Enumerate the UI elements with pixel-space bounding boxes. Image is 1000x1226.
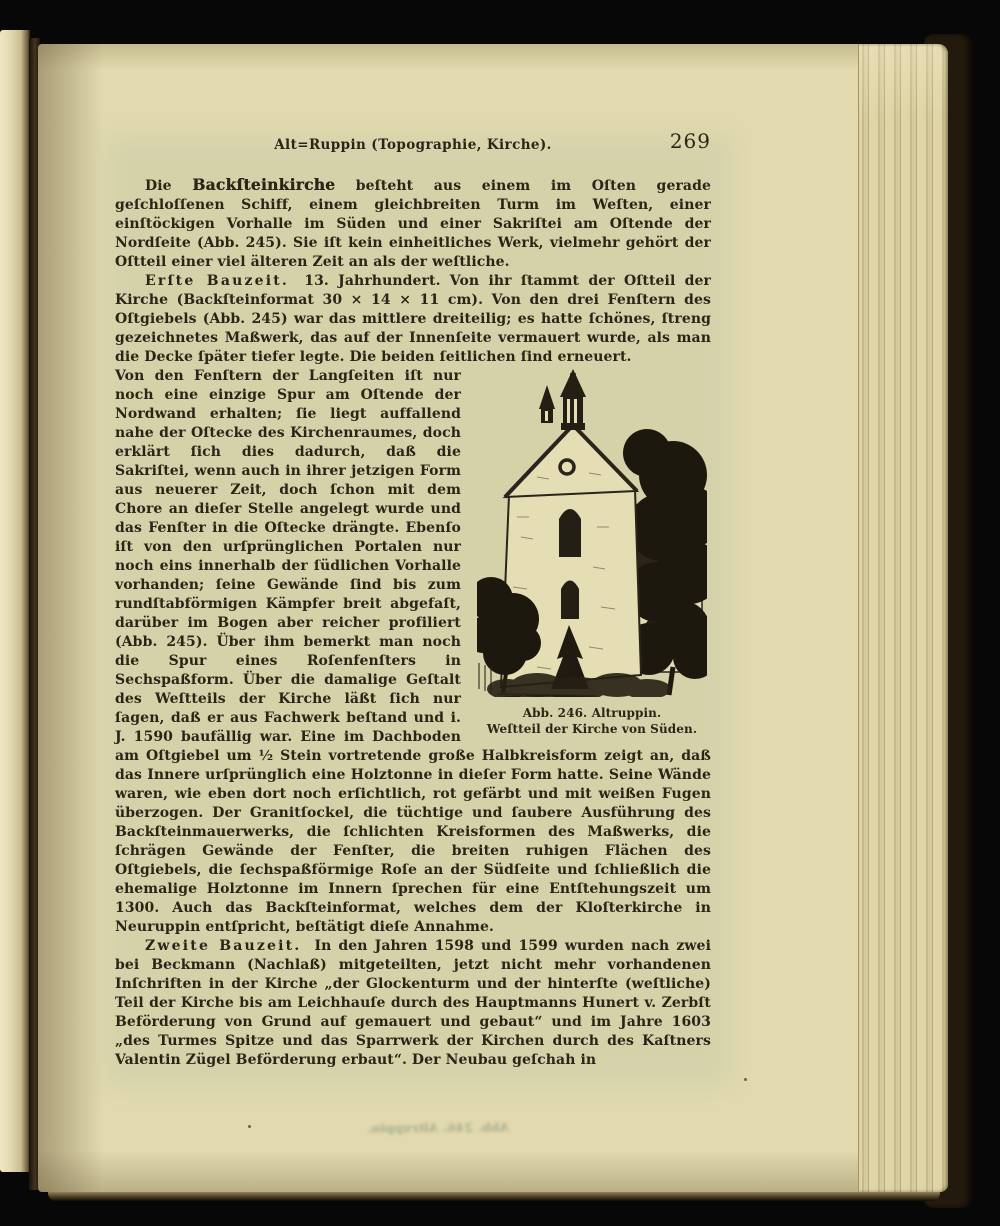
- show-through-text: Abb. 246. Altruppin.: [366, 1119, 510, 1136]
- page-number: 269: [669, 129, 711, 153]
- emphasized-word-backsteinkirche: Backſteinkirche: [192, 176, 336, 194]
- body-paragraph-3: Von den Fenſtern der Langſeiten iſt nur noch eine einzige Spur am Oſtende der Nordwand erhalten; ſie liegt auffallend nahe der Oſtecke des Kirchenraumes, doch erklärt ſich dies dadurch, daß die Sakriſtei, wenn auch in ihrer jetzigen Form aus neuerer Zeit, doch ſchon mit dem Chore an dieſer Stelle angelegt wurde und das Fenſter in die Oſtecke drängte. Ebenſo iſt von den urſprünglichen Portalen nur noch eins innerhalb der ſüdlichen Vorhalle vorhanden; ſeine Gewände ſind bis zum rundſtabförmigen Kämpfer breit abgefaſt, darüber im Bogen aber reicher profiliert (Abb. 245). Über ihm bemerkt man noch die Spur eines Roſenfenſters in Sechspaßform. Über die damalige Geſtalt des Weſtteils der Kirche läßt ſich nur ſagen, daß er aus Fachwerk beſtand und i. J. 1590 baufällig war. Eine im Dachboden am Oſtgiebel um ½ Stein vortretende große Halbkreisform zeigt an, daß das Innere urſprünglich eine Holztonne in dieſer Form hatte. Seine Wände waren, wie eben dort noch erſichtlich, rot gefärbt und mit weißen Fugen überzogen. Der Granitſockel, die tüchtige und ſaubere Ausführung des Backſteinmauerwerks, die ſchlichten Kreisformen des Maßwerks, die ſchrägen Gewände der Fenſter, die breiten ruhigen Flächen des Oſtgiebels, die ſechspaßförmige Roſe an der Südſeite und ſchließlich die ehemalige Holztonne im Innern ſprechen für eine Entſtehungszeit um 1300. Auch das Backſteinformat, welches dem der Kloſterkirche in Neuruppin entſpricht, beſtätigt dieſe Annahme.: [115, 368, 711, 935]
- paragraph-1-rest: beſteht aus einem im Oſten gerade geſchloſſenen Schiff, einem gleichbreiten Turm im Weſten, einer einſtöckigen Vorhalle im Süden und einer Sakriſtei am Oſtende der Nordſeite (Abb. 245). Sie iſt kein einheitliches Werk, vielmehr gehört der Oſtteil einer viel älteren Zeit an als der weſtliche.: [115, 178, 711, 270]
- text-with-figure: [115, 367, 711, 937]
- church-illustration: [477, 367, 707, 697]
- page-header-title: Alt=Ruppin (Topographie, Kirche).: [274, 137, 552, 153]
- spaced-lead-erste-bauzeit: Erſte Bauzeit.: [145, 273, 289, 289]
- paper-speck: [248, 1125, 251, 1128]
- book-page: [38, 44, 948, 1192]
- page-content: [115, 129, 712, 1070]
- spaced-lead-zweite-bauzeit: Zweite Bauzeit.: [145, 938, 302, 954]
- body-paragraph-1: [115, 176, 711, 272]
- body-paragraph-4: [115, 937, 711, 1070]
- running-header: [115, 129, 711, 160]
- paragraph-1-lead: Die: [145, 178, 193, 194]
- fore-edge-pages: [858, 44, 948, 1192]
- figure-caption: [473, 705, 711, 737]
- figure-abb-246: [473, 367, 711, 737]
- figure-caption-line2: Weſtteil der Kirche von Süden.: [486, 722, 698, 736]
- pinnacle: [539, 385, 555, 423]
- paragraph-2-rest: 13. Jahrhundert. Von ihr ſtammt der Oſtteil der Kirche (Backſteinformat 30 × 14 × 11 cm). Von den drei Fenſtern des Oſtgiebels (Abb. 245) war das mittlere dreiteilig; es hatte ſchönes, ſtreng gezeichnetes Maßwerk, das auf der Innenſeite vermauert wurde, als man die Decke ſpäter tiefer legte. Die beiden ſeitlichen ſind erneuert.: [115, 273, 712, 365]
- paragraph-4-rest: In den Jahren 1598 und 1599 wurden nach zwei bei Beckmann (Nachlaß) mitgeteilten, jetzt nicht mehr vorhandenen Inſchriften in der Kirche „der Glockenturm und der hinterſte (weſtliche) Teil der Kirche bis am Leichhauſe durch des Hauptmanns Hunert v. Zerbſt Beförderung von Grund auf gemauert und gebaut“ und im Jahre 1603 „des Turmes Spitze und das Sparrwerk der Kirchen durch des Kaſtners Valentin Zügel Beförderung erbaut“. Der Neubau geſchah in: [115, 938, 711, 1068]
- figure-caption-line1: Abb. 246. Altruppin.: [522, 706, 662, 720]
- facing-page-edge: [0, 30, 30, 1172]
- body-paragraph-2: [115, 272, 711, 367]
- spire: [560, 369, 586, 430]
- paper-speck: [744, 1078, 747, 1081]
